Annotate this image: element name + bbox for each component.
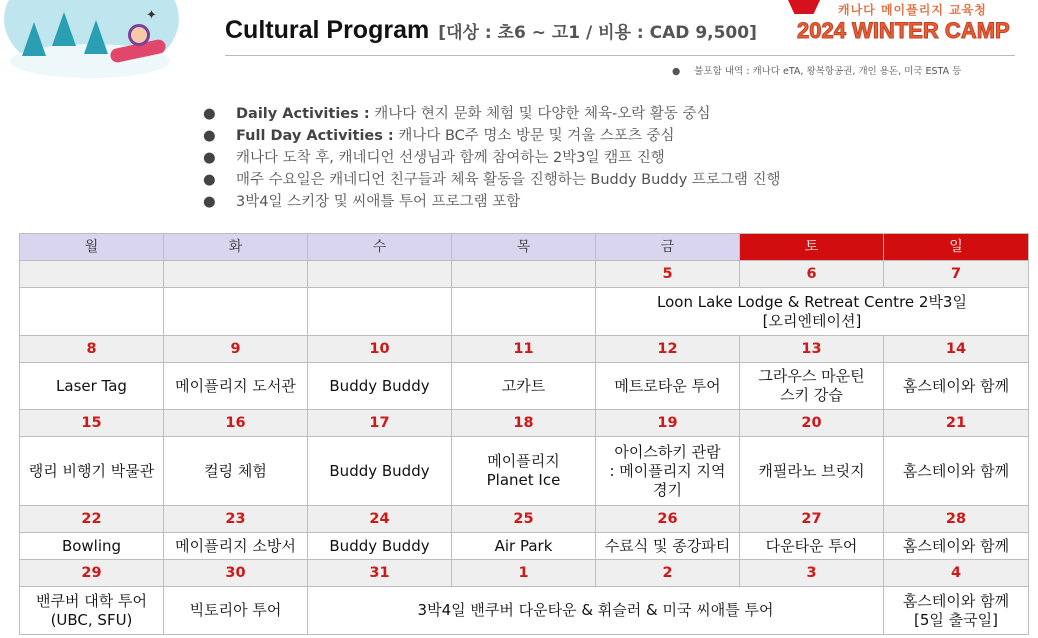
date-cell: 15 <box>20 410 164 437</box>
event-cell: Laser Tag <box>20 363 164 410</box>
date-row-week4 <box>20 506 1029 533</box>
date-cell: 11 <box>452 336 596 363</box>
page-subtitle: [대상 : 초6 ~ 고1 / 비용 : CAD 9,500] <box>438 23 757 43</box>
event-cell: 홈스테이와 함께 <box>884 363 1029 410</box>
weekday-header-row <box>20 234 1029 261</box>
exclusion-note-text: 불포함 내역 : 캐나다 eTA, 왕복항공권, 개인 용돈, 미국 ESTA 등 <box>694 66 962 77</box>
event-cell: 밴쿠버 대학 투어 (UBC, SFU) <box>20 587 164 635</box>
child-icon <box>128 24 150 46</box>
date-row-week5 <box>20 560 1029 587</box>
date-cell <box>164 261 308 288</box>
event-camp-sub: [오리엔테이션] <box>762 311 862 330</box>
weekday-thu: 목 <box>452 234 596 261</box>
date-cell: 19 <box>596 410 740 437</box>
event-cell <box>20 288 164 336</box>
event-cell <box>452 288 596 336</box>
bird-icon: ✦ <box>146 8 157 23</box>
bullet-icon: ● <box>203 172 216 188</box>
schedule-calendar <box>19 233 1029 635</box>
date-cell: 29 <box>20 560 164 587</box>
event-cell: Buddy Buddy <box>308 437 452 506</box>
date-cell <box>452 261 596 288</box>
event-row-week3 <box>20 437 1029 506</box>
date-cell: 21 <box>884 410 1029 437</box>
event-cell: 랭리 비행기 박물관 <box>20 437 164 506</box>
bullet-icon: ● <box>203 150 216 166</box>
event-cell: 메이플리지 Planet Ice <box>452 437 596 506</box>
event-cell: Buddy Buddy <box>308 533 452 560</box>
date-row-week3 <box>20 410 1029 437</box>
date-cell: 13 <box>740 336 884 363</box>
bullet-icon: ● <box>203 194 216 210</box>
event-cell: 다운타운 투어 <box>740 533 884 560</box>
event-row-week2 <box>20 363 1029 410</box>
event-cell: 빅토리아 투어 <box>164 587 308 635</box>
bullet-icon: ● <box>672 66 681 77</box>
date-row-week2 <box>20 336 1029 363</box>
event-cell: 아이스하키 관람 : 메이플리지 지역 경기 <box>596 437 740 506</box>
weekday-sat: 토 <box>740 234 884 261</box>
event-cell: Air Park <box>452 533 596 560</box>
date-cell: 20 <box>740 410 884 437</box>
header-title-block <box>225 16 757 45</box>
date-cell: 27 <box>740 506 884 533</box>
event-cell: 고카트 <box>452 363 596 410</box>
date-cell: 7 <box>884 261 1029 288</box>
event-cell: Bowling <box>20 533 164 560</box>
date-cell: 3 <box>740 560 884 587</box>
event-cell-camp <box>596 288 1029 336</box>
date-cell: 31 <box>308 560 452 587</box>
brand-logo-text: 2024 WINTER CAMP <box>797 18 1010 43</box>
bullet-icon: ● <box>203 128 216 144</box>
weekday-wed: 수 <box>308 234 452 261</box>
brand-organizer: 캐나다 메이플리지 교육청 <box>838 3 987 17</box>
date-cell <box>308 261 452 288</box>
date-cell: 25 <box>452 506 596 533</box>
event-cell: 홈스테이와 함께 [5일 출국일] <box>884 587 1029 635</box>
date-cell: 24 <box>308 506 452 533</box>
bullet-icon: ● <box>203 106 216 122</box>
exclusion-note <box>672 63 961 77</box>
program-highlights <box>203 103 781 213</box>
event-row-week5 <box>20 587 1029 635</box>
date-cell: 6 <box>740 261 884 288</box>
date-cell: 10 <box>308 336 452 363</box>
event-cell <box>164 288 308 336</box>
event-cell: 메이플리지 도서관 <box>164 363 308 410</box>
event-cell <box>308 288 452 336</box>
highlight-item: ● 3박4일 스키장 및 씨애틀 투어 프로그램 포함 <box>203 191 781 213</box>
page-title: Cultural Program <box>225 16 430 44</box>
date-cell: 26 <box>596 506 740 533</box>
weekday-sun: 일 <box>884 234 1029 261</box>
weekday-tue: 화 <box>164 234 308 261</box>
date-cell: 18 <box>452 410 596 437</box>
date-cell: 30 <box>164 560 308 587</box>
highlight-item: ● 매주 수요일은 캐네디언 친구들과 체육 활동을 진행하는 Buddy Buddy 프로그램 진행 <box>203 169 781 191</box>
event-cell: 수료식 및 종강파티 <box>596 533 740 560</box>
event-cell: 홈스테이와 함께 <box>884 437 1029 506</box>
header-illustration <box>0 0 190 82</box>
highlight-item: ● 캐나다 도착 후, 캐네디언 선생님과 함께 참여하는 2박3일 캠프 진행 <box>203 147 781 169</box>
date-cell: 14 <box>884 336 1029 363</box>
date-cell: 17 <box>308 410 452 437</box>
date-cell: 16 <box>164 410 308 437</box>
weekday-fri: 금 <box>596 234 740 261</box>
date-cell: 1 <box>452 560 596 587</box>
date-cell: 28 <box>884 506 1029 533</box>
event-cell: 캐필라노 브릿지 <box>740 437 884 506</box>
highlight-item: ● Daily Activities : 캐나다 현지 문화 체험 및 다양한 체육-오락 활동 중심 <box>203 103 781 125</box>
weekday-mon: 월 <box>20 234 164 261</box>
event-cell-tour: 3박4일 밴쿠버 다운타운 & 휘슬러 & 미국 씨애틀 투어 <box>308 587 884 635</box>
date-cell: 2 <box>596 560 740 587</box>
date-cell: 23 <box>164 506 308 533</box>
date-cell: 12 <box>596 336 740 363</box>
title-divider <box>225 55 1015 56</box>
date-cell <box>20 261 164 288</box>
event-cell: 메이플리지 소방서 <box>164 533 308 560</box>
event-row-week1 <box>20 288 1029 336</box>
date-cell: 4 <box>884 560 1029 587</box>
event-cell: 홈스테이와 함께 <box>884 533 1029 560</box>
event-cell: 컬링 체험 <box>164 437 308 506</box>
event-row-week4 <box>20 533 1029 560</box>
date-cell: 8 <box>20 336 164 363</box>
date-cell: 22 <box>20 506 164 533</box>
event-cell: Buddy Buddy <box>308 363 452 410</box>
event-cell: 그라우스 마운틴 스키 강습 <box>740 363 884 410</box>
canada-flag-icon <box>788 0 820 14</box>
event-camp-title: Loon Lake Lodge & Retreat Centre 2박3일 <box>657 292 967 311</box>
highlight-item: ● Full Day Activities : 캐나다 BC주 명소 방문 및 겨울 스포츠 중심 <box>203 125 781 147</box>
date-row-week1 <box>20 261 1029 288</box>
event-cell: 메트로타운 투어 <box>596 363 740 410</box>
date-cell: 9 <box>164 336 308 363</box>
date-cell: 5 <box>596 261 740 288</box>
